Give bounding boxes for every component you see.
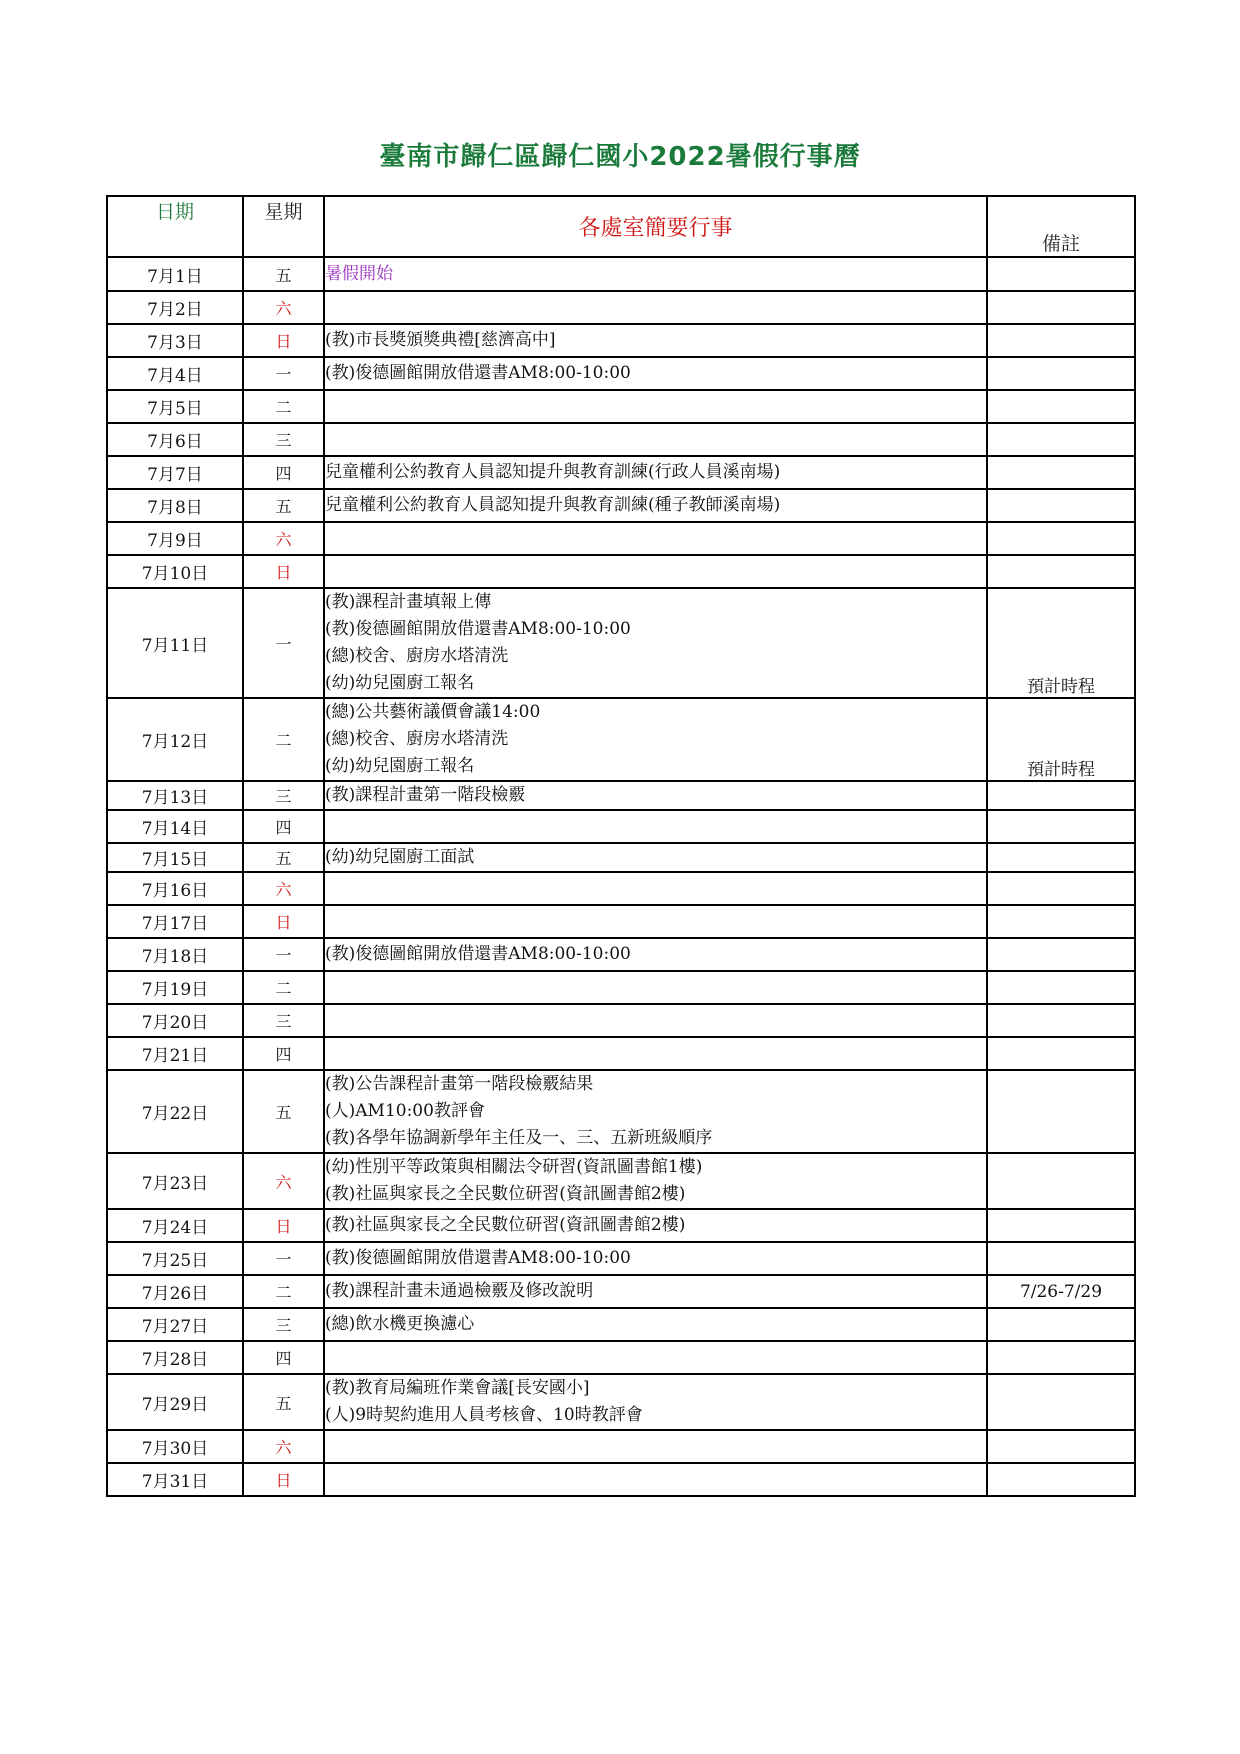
page-title: 臺南市歸仁區歸仁國小2022暑假行事曆 xyxy=(379,142,861,172)
table-row xyxy=(107,938,1135,971)
weekday-cell: 六 xyxy=(243,291,324,324)
event-item: (總)公共藝術議價會議14:00 xyxy=(325,702,541,722)
table-row xyxy=(107,1374,1135,1430)
weekday-cell: 四 xyxy=(243,1341,324,1374)
table-row xyxy=(107,357,1135,390)
weekday-cell: 四 xyxy=(243,810,324,843)
event-item: (教)各學年協調新學年主任及一、三、五新班級順序 xyxy=(325,1128,713,1148)
date-cell: 7月31日 xyxy=(107,1463,243,1496)
header-day: 星期 xyxy=(243,196,324,257)
weekday-cell: 一 xyxy=(243,938,324,971)
events-cell xyxy=(324,357,987,390)
event-item: (人)9時契約進用人員考核會、10時教評會 xyxy=(325,1405,643,1425)
events-cell xyxy=(324,1004,987,1037)
events-cell xyxy=(324,456,987,489)
event-item: (教)公告課程計畫第一階段檢覈結果 xyxy=(325,1074,594,1094)
event-item: (幼)幼兒園廚工報名 xyxy=(325,673,475,693)
table-row xyxy=(107,423,1135,456)
weekday-cell: 二 xyxy=(243,390,324,423)
note-cell xyxy=(987,291,1135,324)
events-cell xyxy=(324,1463,987,1496)
weekday-cell: 三 xyxy=(243,1308,324,1341)
events-cell xyxy=(324,872,987,905)
events-cell xyxy=(324,555,987,588)
note-cell xyxy=(987,390,1135,423)
note-cell xyxy=(987,1037,1135,1070)
event-item: 兒童權利公約教育人員認知提升與教育訓練(行政人員溪南場) xyxy=(325,462,781,482)
weekday-cell: 二 xyxy=(243,1275,324,1308)
note-cell: 預計時程 xyxy=(987,588,1135,698)
table-row xyxy=(107,971,1135,1004)
table-row xyxy=(107,1209,1135,1242)
note-cell xyxy=(987,357,1135,390)
table-row xyxy=(107,1242,1135,1275)
date-cell: 7月4日 xyxy=(107,357,243,390)
weekday-cell: 五 xyxy=(243,1070,324,1153)
table-row xyxy=(107,781,1135,810)
calendar-table xyxy=(106,195,1136,1497)
note-cell xyxy=(987,456,1135,489)
weekday-cell: 五 xyxy=(243,257,324,291)
event-item: (教)課程計畫未通過檢覈及修改說明 xyxy=(325,1281,594,1301)
date-cell: 7月22日 xyxy=(107,1070,243,1153)
events-cell xyxy=(324,489,987,522)
table-row xyxy=(107,1037,1135,1070)
event-item: (教)社區與家長之全民數位研習(資訊圖書館2樓) xyxy=(325,1215,686,1235)
table-row xyxy=(107,489,1135,522)
table-row xyxy=(107,1308,1135,1341)
event-item: (總)校舍、廚房水塔清洗 xyxy=(325,646,509,666)
note-cell xyxy=(987,1153,1135,1209)
table-row xyxy=(107,522,1135,555)
note-cell xyxy=(987,781,1135,810)
weekday-cell: 日 xyxy=(243,324,324,357)
weekday-cell: 四 xyxy=(243,1037,324,1070)
note-cell xyxy=(987,1341,1135,1374)
event-item: (教)俊德圖館開放借還書AM8:00-10:00 xyxy=(325,619,631,639)
weekday-cell: 六 xyxy=(243,1153,324,1209)
note-cell xyxy=(987,423,1135,456)
date-cell: 7月29日 xyxy=(107,1374,243,1430)
table-row xyxy=(107,1430,1135,1463)
note-cell xyxy=(987,257,1135,291)
table-row xyxy=(107,555,1135,588)
date-cell: 7月24日 xyxy=(107,1209,243,1242)
note-cell xyxy=(987,555,1135,588)
events-cell xyxy=(324,390,987,423)
events-cell xyxy=(324,1341,987,1374)
header-note: 備註 xyxy=(987,196,1135,257)
date-cell: 7月2日 xyxy=(107,291,243,324)
note-cell xyxy=(987,938,1135,971)
events-cell xyxy=(324,843,987,872)
date-cell: 7月15日 xyxy=(107,843,243,872)
date-cell: 7月11日 xyxy=(107,588,243,698)
event-item: (幼)幼兒園廚工面試 xyxy=(325,847,475,867)
events-cell xyxy=(324,522,987,555)
header-date: 日期 xyxy=(107,196,243,257)
date-cell: 7月10日 xyxy=(107,555,243,588)
table-row xyxy=(107,1153,1135,1209)
events-cell xyxy=(324,905,987,938)
calendar-body xyxy=(107,257,1135,1496)
table-row xyxy=(107,456,1135,489)
table-row xyxy=(107,698,1135,781)
event-item: (幼)幼兒園廚工報名 xyxy=(325,756,475,776)
date-cell: 7月30日 xyxy=(107,1430,243,1463)
events-cell xyxy=(324,1430,987,1463)
weekday-cell: 六 xyxy=(243,872,324,905)
events-cell xyxy=(324,588,987,698)
event-item: (總)校舍、廚房水塔清洗 xyxy=(325,729,509,749)
header-row xyxy=(107,196,1135,257)
date-cell: 7月17日 xyxy=(107,905,243,938)
weekday-cell: 三 xyxy=(243,781,324,810)
event-item: (教)俊德圖館開放借還書AM8:00-10:00 xyxy=(325,944,631,964)
weekday-cell: 五 xyxy=(243,489,324,522)
date-cell: 7月18日 xyxy=(107,938,243,971)
weekday-cell: 日 xyxy=(243,555,324,588)
events-cell xyxy=(324,423,987,456)
table-row xyxy=(107,872,1135,905)
weekday-cell: 日 xyxy=(243,1463,324,1496)
table-row xyxy=(107,843,1135,872)
event-item: (教)俊德圖館開放借還書AM8:00-10:00 xyxy=(325,363,631,383)
weekday-cell: 六 xyxy=(243,522,324,555)
note-cell xyxy=(987,522,1135,555)
date-cell: 7月21日 xyxy=(107,1037,243,1070)
date-cell: 7月8日 xyxy=(107,489,243,522)
note-cell xyxy=(987,1308,1135,1341)
date-cell: 7月1日 xyxy=(107,257,243,291)
event-item: (教)課程計畫第一階段檢覈 xyxy=(325,785,526,805)
table-row xyxy=(107,390,1135,423)
date-cell: 7月23日 xyxy=(107,1153,243,1209)
date-cell: 7月3日 xyxy=(107,324,243,357)
events-cell xyxy=(324,291,987,324)
event-item: (總)飲水機更換濾心 xyxy=(325,1314,475,1334)
events-cell xyxy=(324,698,987,781)
events-cell xyxy=(324,1308,987,1341)
table-row xyxy=(107,324,1135,357)
event-item: 兒童權利公約教育人員認知提升與教育訓練(種子教師溪南場) xyxy=(325,495,781,515)
table-row xyxy=(107,291,1135,324)
event-item: (教)市長獎頒獎典禮[慈濟高中] xyxy=(325,330,556,350)
date-cell: 7月6日 xyxy=(107,423,243,456)
weekday-cell: 五 xyxy=(243,1374,324,1430)
event-item: 暑假開始 xyxy=(325,263,393,284)
events-cell xyxy=(324,1037,987,1070)
note-cell xyxy=(987,971,1135,1004)
weekday-cell: 二 xyxy=(243,698,324,781)
events-cell xyxy=(324,1070,987,1153)
table-row xyxy=(107,1275,1135,1308)
table-row xyxy=(107,1070,1135,1153)
weekday-cell: 五 xyxy=(243,843,324,872)
table-row xyxy=(107,257,1135,291)
date-cell: 7月12日 xyxy=(107,698,243,781)
event-item: (教)俊德圖館開放借還書AM8:00-10:00 xyxy=(325,1248,631,1268)
weekday-cell: 六 xyxy=(243,1430,324,1463)
weekday-cell: 一 xyxy=(243,357,324,390)
note-cell xyxy=(987,1004,1135,1037)
table-row xyxy=(107,588,1135,698)
weekday-cell: 三 xyxy=(243,1004,324,1037)
note-cell xyxy=(987,324,1135,357)
event-item: (教)課程計畫填報上傳 xyxy=(325,592,492,612)
note-cell xyxy=(987,1070,1135,1153)
date-cell: 7月13日 xyxy=(107,781,243,810)
events-cell xyxy=(324,257,987,291)
table-row xyxy=(107,1004,1135,1037)
date-cell: 7月27日 xyxy=(107,1308,243,1341)
events-cell xyxy=(324,1153,987,1209)
events-cell xyxy=(324,810,987,843)
date-cell: 7月28日 xyxy=(107,1341,243,1374)
note-cell: 預計時程 xyxy=(987,698,1135,781)
weekday-cell: 日 xyxy=(243,905,324,938)
date-cell: 7月7日 xyxy=(107,456,243,489)
event-item: (幼)性別平等政策與相關法令研習(資訊圖書館1樓) xyxy=(325,1157,703,1177)
table-row xyxy=(107,1341,1135,1374)
note-cell xyxy=(987,843,1135,872)
date-cell: 7月26日 xyxy=(107,1275,243,1308)
events-cell xyxy=(324,971,987,1004)
note-cell xyxy=(987,872,1135,905)
events-cell xyxy=(324,938,987,971)
date-cell: 7月20日 xyxy=(107,1004,243,1037)
events-cell xyxy=(324,324,987,357)
note-cell xyxy=(987,810,1135,843)
events-cell xyxy=(324,781,987,810)
events-cell xyxy=(324,1374,987,1430)
note-cell xyxy=(987,1242,1135,1275)
table-row xyxy=(107,810,1135,843)
date-cell: 7月14日 xyxy=(107,810,243,843)
weekday-cell: 一 xyxy=(243,1242,324,1275)
date-cell: 7月16日 xyxy=(107,872,243,905)
date-cell: 7月25日 xyxy=(107,1242,243,1275)
note-cell xyxy=(987,905,1135,938)
table-row xyxy=(107,1463,1135,1496)
note-cell: 7/26-7/29 xyxy=(987,1275,1135,1308)
events-cell xyxy=(324,1242,987,1275)
weekday-cell: 二 xyxy=(243,971,324,1004)
weekday-cell: 四 xyxy=(243,456,324,489)
date-cell: 7月19日 xyxy=(107,971,243,1004)
note-cell xyxy=(987,1463,1135,1496)
event-item: (人)AM10:00教評會 xyxy=(325,1101,485,1121)
weekday-cell: 日 xyxy=(243,1209,324,1242)
date-cell: 7月9日 xyxy=(107,522,243,555)
header-events: 各處室簡要行事 xyxy=(324,196,987,257)
date-cell: 7月5日 xyxy=(107,390,243,423)
note-cell xyxy=(987,1374,1135,1430)
table-row xyxy=(107,905,1135,938)
note-cell xyxy=(987,1209,1135,1242)
events-cell xyxy=(324,1275,987,1308)
events-cell xyxy=(324,1209,987,1242)
note-cell xyxy=(987,489,1135,522)
weekday-cell: 三 xyxy=(243,423,324,456)
weekday-cell: 一 xyxy=(243,588,324,698)
note-cell xyxy=(987,1430,1135,1463)
event-item: (教)教育局編班作業會議[長安國小] xyxy=(325,1378,590,1398)
event-item: (教)社區與家長之全民數位研習(資訊圖書館2樓) xyxy=(325,1184,686,1204)
